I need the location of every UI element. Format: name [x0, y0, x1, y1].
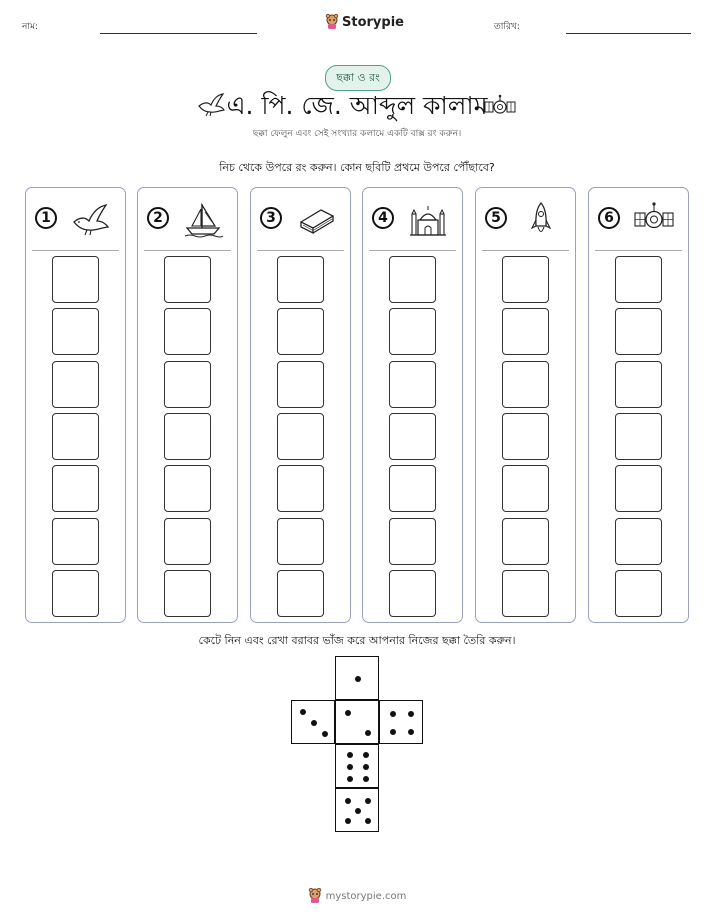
color-box[interactable] — [615, 256, 662, 303]
die-pip — [365, 730, 371, 736]
color-box[interactable] — [277, 361, 324, 408]
column-number: 5 — [485, 207, 507, 229]
die-pip — [345, 710, 351, 716]
color-box[interactable] — [502, 570, 549, 617]
color-box[interactable] — [615, 308, 662, 355]
cut-instruction: কেটে নিন এবং রেখা বরাবর ভাঁজ করে আপনার নিজের ছক্কা তৈরি করুন। — [198, 634, 516, 647]
color-box[interactable] — [277, 308, 324, 355]
color-box[interactable] — [615, 518, 662, 565]
book-icon — [295, 200, 337, 238]
name-line — [100, 33, 257, 34]
die-face-2 — [335, 700, 379, 744]
mosque-icon — [407, 200, 449, 238]
color-box[interactable] — [52, 413, 99, 460]
color-box[interactable] — [502, 361, 549, 408]
die-pip — [347, 764, 353, 770]
column-divider — [482, 250, 569, 251]
color-box[interactable] — [277, 413, 324, 460]
color-box[interactable] — [164, 308, 211, 355]
brand-logo — [325, 14, 404, 30]
game-instruction: নিচ থেকে উপরে রং করুন। কোন ছবিটি প্রথমে উপরে পৌঁছাবে? — [219, 161, 495, 174]
race-column-3 — [250, 187, 351, 623]
storypie-mascot-icon — [308, 888, 322, 904]
satellite-icon — [484, 94, 516, 118]
die-face-3 — [291, 700, 335, 744]
color-box[interactable] — [615, 413, 662, 460]
race-column-1 — [25, 187, 126, 623]
column-divider — [257, 250, 344, 251]
die-face-5 — [335, 788, 379, 832]
die-pip — [345, 818, 351, 824]
die-face-1 — [335, 656, 379, 700]
color-box[interactable] — [389, 465, 436, 512]
color-box[interactable] — [389, 308, 436, 355]
page-title: এ. পি. জে. আব্দুল কালাম — [226, 91, 488, 120]
column-number: 6 — [598, 207, 620, 229]
die-pip — [347, 776, 353, 782]
color-box[interactable] — [502, 465, 549, 512]
column-number: 2 — [147, 207, 169, 229]
name-label: নাম: — [22, 22, 39, 32]
die-pip — [355, 676, 361, 682]
color-box[interactable] — [277, 256, 324, 303]
color-box[interactable] — [52, 518, 99, 565]
race-column-4 — [362, 187, 463, 623]
die-face-4 — [379, 700, 423, 744]
color-box[interactable] — [502, 413, 549, 460]
column-divider — [32, 250, 119, 251]
storypie-mascot-icon — [325, 14, 339, 30]
page-subtitle: ছক্কা ফেলুন এবং সেই সংখ্যার কলামে একটি বাক্স রং করুন। — [252, 129, 462, 139]
color-box[interactable] — [52, 465, 99, 512]
die-pip — [363, 776, 369, 782]
category-tag: ছক্কা ও রং — [325, 65, 391, 91]
die-pip — [347, 752, 353, 758]
color-box[interactable] — [277, 518, 324, 565]
color-box[interactable] — [389, 518, 436, 565]
column-divider — [595, 250, 682, 251]
die-face-6 — [335, 744, 379, 788]
die-pip — [365, 818, 371, 824]
color-box[interactable] — [615, 570, 662, 617]
die-pip — [363, 752, 369, 758]
color-box[interactable] — [389, 413, 436, 460]
race-column-2 — [137, 187, 238, 623]
die-pip — [300, 709, 306, 715]
die-pip — [355, 808, 361, 814]
color-box[interactable] — [502, 308, 549, 355]
dove-icon — [70, 200, 112, 238]
column-number: 1 — [35, 207, 57, 229]
rocket-icon — [520, 200, 562, 238]
die-pip — [311, 720, 317, 726]
color-box[interactable] — [164, 465, 211, 512]
race-column-6 — [588, 187, 689, 623]
sailboat-icon — [182, 200, 224, 238]
color-box[interactable] — [164, 570, 211, 617]
color-box[interactable] — [164, 361, 211, 408]
footer — [0, 888, 714, 904]
die-pip — [345, 798, 351, 804]
race-column-5 — [475, 187, 576, 623]
footer-url: mystorypie.com — [325, 890, 407, 902]
color-box[interactable] — [389, 570, 436, 617]
die-pip — [390, 711, 396, 717]
color-box[interactable] — [52, 308, 99, 355]
die-pip — [365, 798, 371, 804]
color-box[interactable] — [164, 518, 211, 565]
color-box[interactable] — [502, 256, 549, 303]
color-box[interactable] — [502, 518, 549, 565]
color-box[interactable] — [164, 256, 211, 303]
color-box[interactable] — [389, 361, 436, 408]
die-pip — [322, 731, 328, 737]
color-box[interactable] — [164, 413, 211, 460]
color-box[interactable] — [277, 465, 324, 512]
color-box[interactable] — [389, 256, 436, 303]
column-divider — [369, 250, 456, 251]
date-line — [566, 33, 691, 34]
color-box[interactable] — [615, 361, 662, 408]
die-pip — [408, 711, 414, 717]
satellite-icon — [633, 200, 675, 238]
color-box[interactable] — [52, 256, 99, 303]
brand-name: Storypie — [342, 14, 404, 30]
date-label: তারিখ: — [494, 22, 520, 32]
column-divider — [144, 250, 231, 251]
column-number: 4 — [372, 207, 394, 229]
color-box[interactable] — [277, 570, 324, 617]
die-pip — [408, 729, 414, 735]
color-box[interactable] — [52, 570, 99, 617]
die-pip — [390, 729, 396, 735]
die-pip — [363, 764, 369, 770]
color-box[interactable] — [615, 465, 662, 512]
column-number: 3 — [260, 207, 282, 229]
color-box[interactable] — [52, 361, 99, 408]
